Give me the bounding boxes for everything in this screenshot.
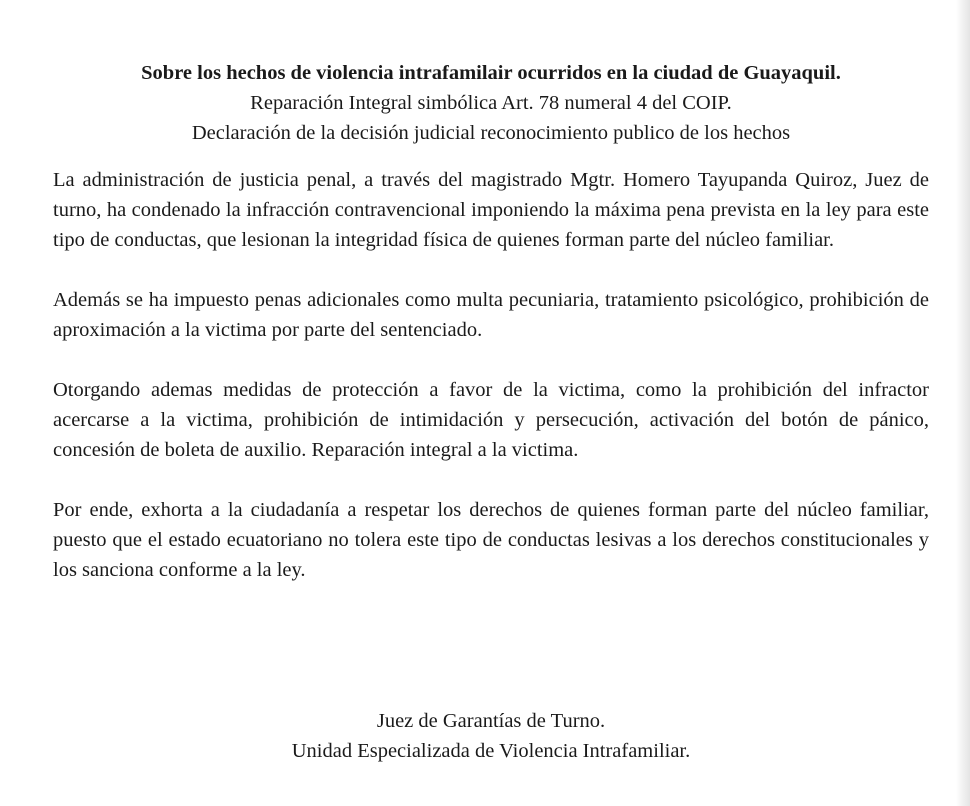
document-title: Sobre los hechos de violencia intrafamilair ocurridos en la ciudad de Guayaquil.	[141, 62, 841, 84]
document-body	[53, 165, 929, 585]
document-header	[53, 58, 929, 148]
signature-judge-title: Juez de Garantías de Turno.	[376, 710, 606, 732]
document-subtitle-declaration: Declaración de la decisión judicial reconocimiento publico de los hechos	[191, 122, 791, 144]
document-subtitle-legal-reference: Reparación Integral simbólica Art. 78 numeral 4 del COIP.	[250, 92, 732, 114]
page-edge-shadow	[956, 0, 970, 806]
document-page	[53, 58, 929, 762]
paragraph-sentence: La administración de justicia penal, a través del magistrado Mgtr. Homero Tayupanda Quiroz, Juez de turno, ha condenado la infracción contravencional imponiendo la máxima pena prevista en la ley para este tipo de conductas, que lesionan la integridad física de quienes forman parte del núcleo familiar.	[53, 169, 929, 251]
paragraph-exhortation: Por ende, exhorta a la ciudadanía a respetar los derechos de quienes forman parte del núcleo familiar, puesto que el estado ecuatoriano no tolera este tipo de conductas lesivas a los derechos constitucionales y los sanciona conforme a la ley.	[53, 499, 929, 581]
signature-block	[53, 706, 929, 766]
paragraph-additional-penalties: Además se ha impuesto penas adicionales como multa pecuniaria, tratamiento psicológico, prohibición de aproximación a la victima por parte del sentenciado.	[53, 289, 929, 341]
signature-unit-name: Unidad Especializada de Violencia Intrafamiliar.	[291, 740, 691, 762]
paragraph-protection-measures: Otorgando ademas medidas de protección a favor de la victima, como la prohibición del infractor acercarse a la victima, prohibición de intimidación y persecución, activación del botón de pánico, concesión de boleta de auxilio. Reparación integral a la victima.	[53, 379, 929, 461]
